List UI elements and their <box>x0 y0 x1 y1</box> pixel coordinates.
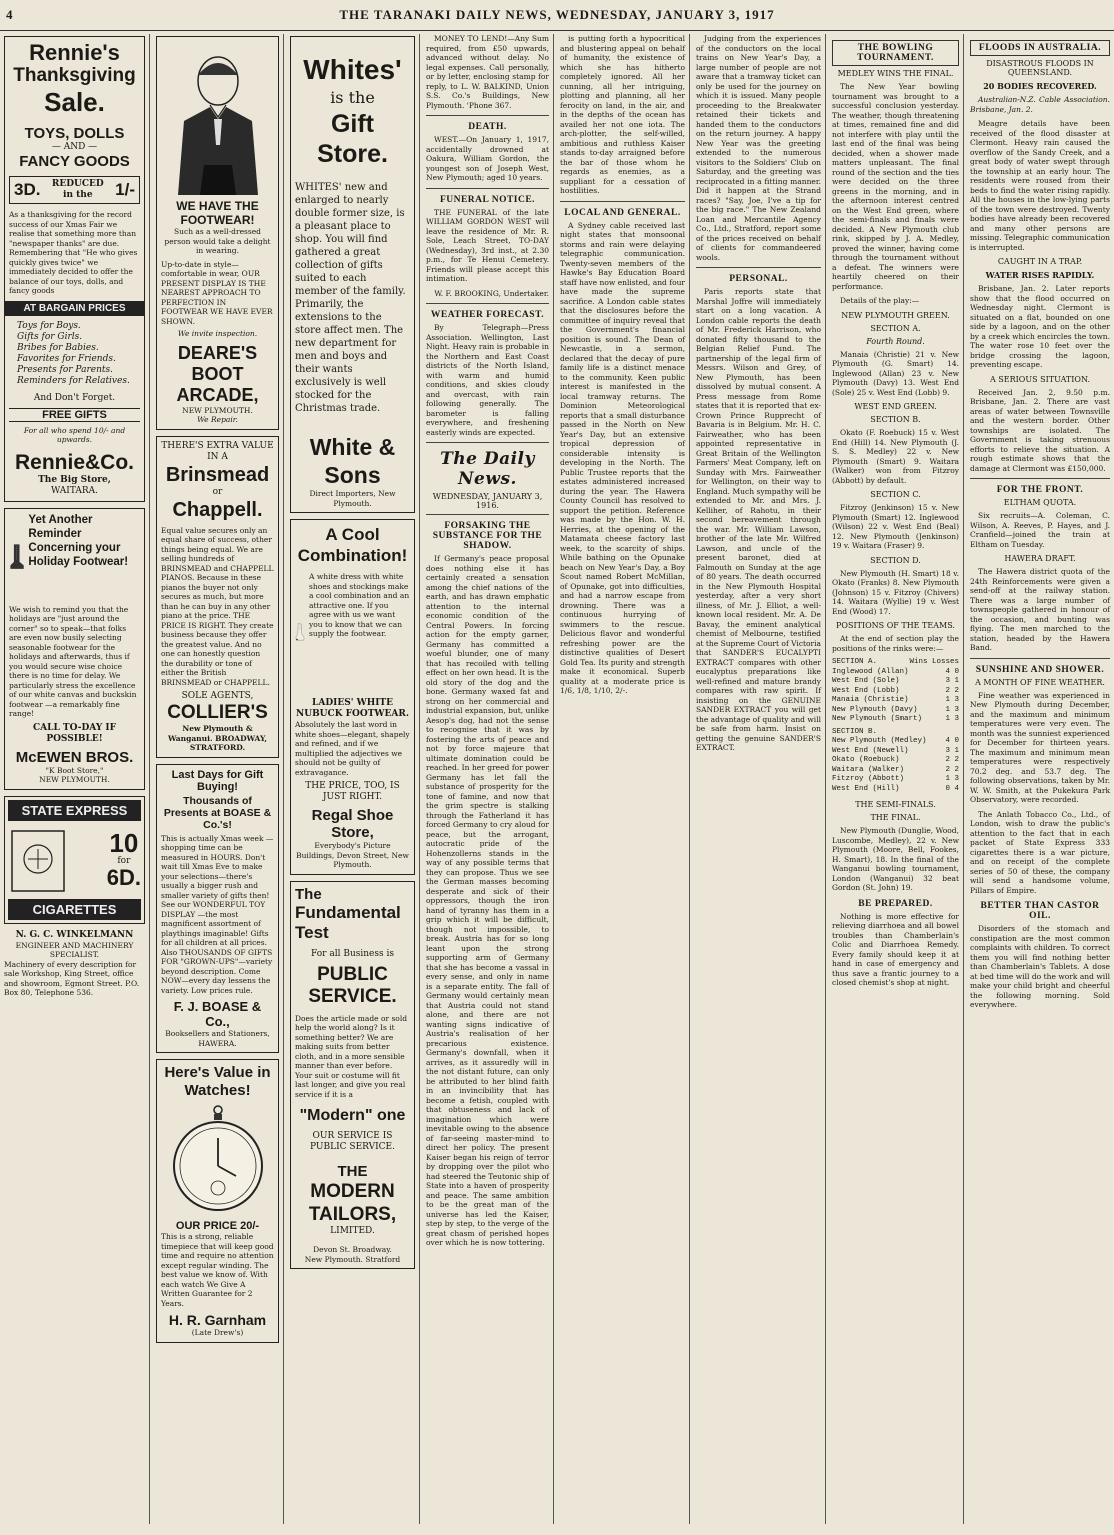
regal-name: Regal Shoe Store, <box>311 807 394 841</box>
rennie-thanksgiving: Thanksgiving <box>13 65 136 86</box>
watch-text: This is a strong, reliable timepiece that will keep good time and require no attention except regular winding. The best value we know of. With each watch We Give A Written Guarantee for 2 Years. <box>161 1232 274 1308</box>
results-a: Manaia (Christie) 21 v. New Plymouth (G. Smart) 14. Inglewood (Allan) 23 v. New Plymouth (Davy) 13. West End (Sole) 25 v. West End (Lobb) 9. <box>832 349 959 397</box>
floods-text: Meagre details have been received of the flood disaster at Clermont. Heavy rain caused the overflow of the Sandy Creek, and a great body of water swept through the township at an early hour. The residents were roused from their beds to find the water rising rapidly. All the houses in the low-lying parts of the town were destroyed. Twenty bodies have already been recovered and many other persons are missing. Telegraphic communication is interrupted. <box>970 119 1110 252</box>
white-sons-name: White & Sons <box>309 434 396 488</box>
watches-heading: Here's Value in Watches! <box>164 1064 271 1099</box>
rennie-sale: Sale. <box>44 87 105 117</box>
call-today: CALL TO-DAY IF POSSIBLE! <box>32 722 117 744</box>
invite-text: We invite inspection. <box>177 329 258 338</box>
reduced-banner: 3D. REDUCED in the 1/- <box>9 176 140 204</box>
cigarettes-label: CIGARETTES <box>8 899 141 920</box>
modern-tailors-ad: The Fundamental Test For all Business is PUBLIC SERVICE. Does the article made or sold help the world along? Is it something better? We are making suits from better cloth, and in a more sensible manner than ever before. Your suit or costume will fit last longer, and give you real service if it is a "Modern" one OUR SERVICE IS PUBLIC SERVICE. THE MODERN TAILORS, LIMITED. Devon St. Broadway. New Plymouth. Stratford <box>290 881 415 1270</box>
six-pence: 6D. <box>106 865 141 890</box>
reminder-heading: Yet Another Reminder Concerning your Holiday Footwear! <box>28 513 129 568</box>
mcewen-text: We wish to remind you that the holidays are "just around the corner" so to speak—that folks are even now busily selecting seasonable footwear for the holidays and afterwards, thus if you would secure wise choice there is no time for delay. We particularly stress the excellence of our white canvas and buckskin footwear —a remarkably fine range! <box>9 604 137 718</box>
dont-forget: And Don't Forget. <box>33 392 116 403</box>
castor-heading: BETTER THAN CASTOR OIL. <box>980 901 1100 921</box>
tailors-towns: New Plymouth. Stratford <box>304 1254 401 1264</box>
price-right: THE PRICE, TOO, IS JUST RIGHT. <box>305 781 400 802</box>
death-notice: WEST.—On January 1, 1917, accidentally drowned at Oakura, William Gordon, the youngest son of Joseph West, New Plymouth; aged 10 years. <box>426 135 549 182</box>
table-row: New Plymouth (Davy) 1 3 <box>832 705 959 714</box>
prepared-heading: BE PREPARED. <box>858 898 933 909</box>
watch-price: OUR PRICE 20/- <box>175 1220 260 1232</box>
piano-text: Equal value secures only an equal share of success, other things being equal. We are selling hundreds of BRINSMEAD and CHAPPELL PIANOS. Because in these pianos the buyer not only secures as much, but more than he can buy in any other piano at the price. THE PRICE IS RIGHT. They create business because they offer the greatest value. And no one can honestly question the durability or tone of either the British BRINSMEAD or CHAPPELL. <box>161 525 274 687</box>
personal-text: Paris reports state that Marshal Joffre will immediately start on a long vacation. A London cable reports the death of Mr. Frederick Harrison, who donated fifty thousand to the Belgian Relief Fund. The partnership of the legal firm of Messrs. Wilson and Grey, of New Plymouth, has been dissolved by mutual consent. A Press message from Rome states that it is reported that ex-Crown Prince Rupprecht of Bavaria is in Belgium. Mr. H. C. Fairweather, who has been appointed representative in Great Britain of the Wellington Farmers' Meat Company, left on Sunday with Mrs. Fairweather for Wellington, on their way to England. Much sympathy will be extended to Mr. and Mrs. J. Kelliher, of Rahotu, in their second bereavement through the war. Mr. William Lawson, brother of the late Mr. Wilfred Lawson, and uncle of the present baronet, died at Falmouth on Sunday at the age of 80 years. The death occurred in the New Plymouth Hospital yesterday, after a very short illness, of Mr. J. Elliot, a well-known local resident. Mr. A. De Bavay, the eminent analytical chemist of Melbourne, testified at the Supreme Court of Victoria that SANDER'S EUCALYPTI EXTRACT compares with other eucalyptus preparations like well-refined and mature brandy compares with raw spirit. If insisting on the GENUINE SANDER EXTRACT you will get the advantage of quality and will be safe from harm. Insist on getting the genuine SANDER'S EXTRACT. <box>696 287 821 752</box>
cool-text: A white dress with white shoes and stockings make a cool combination and an attractive one. If you agree with us we want you to know that we can supply the footwear. <box>309 572 410 638</box>
column-2 <box>152 34 284 1524</box>
our-service: OUR SERVICE IS PUBLIC SERVICE. <box>310 1131 395 1152</box>
public-text: Does the article made or sold help the world along? Is it something better? We are making suits from better cloth, and in a more sensible manner than ever before. Your suit or costume will fit last longer, and give you real service if it is a <box>295 1013 408 1099</box>
front-heading: FOR THE FRONT. <box>996 485 1084 495</box>
rennie-co: Rennie&Co. <box>14 450 134 474</box>
editorial-heading: FORSAKING THE SUBSTANCE FOR THE SHADOW. <box>432 521 543 551</box>
west-end-green: WEST END GREEN. <box>854 402 937 411</box>
editorial-date: WEDNESDAY, JANUARY 3, 1916. <box>432 492 543 510</box>
and-divider: — AND — <box>51 142 98 152</box>
last-days: Last Days for Gift Buying! <box>171 768 264 793</box>
table-row: Manaia (Christie) 1 3 <box>832 696 959 704</box>
garnham-name: H. R. Garnham <box>168 1312 267 1328</box>
regal-ad <box>290 519 415 875</box>
cigarette-box-icon <box>8 825 68 895</box>
tailors-streets: Devon St. Broadway. <box>313 1245 392 1254</box>
boase-heading: Thousands of Presents at BOASE & Co.'s! <box>163 794 272 831</box>
results-c: Fitzroy (Jenkinson) 15 v. New Plymouth (Smart) 12. Inglewood (Wilson) 22 v. West End (Beal) 12. New Plymouth (Jenkinson) 19 v. Waitara (Fraser) 9. <box>832 503 959 550</box>
k-boot-store: "K Boot Store," <box>45 765 104 775</box>
boot-icon <box>9 517 24 597</box>
local-general-text: A Sydney cable received last night states that monsoonal storms and rain were delaying telegraphic communication. Twenty-seven members of the Hawke's Bay Education Board staff have now enlisted, and four have made the supreme sacrifice. A London cable states that the disclosures before the committee of inquiry reveal that the Government's financial position is sound. The Dean of Newcastle, in a sermon, declared that the decay of pure family life is a distinct menace to the community. Keen public interest is manifested in the local tramway returns. The Dominion Meteorological reports that a small disturbance passed in the North on New Year's Day, but an extensive tropical depression of considerable intensity is developing in the North. The Public Trustee reports that the estates administered increased during the year. The Hawera County Council has resolved to support the petition. Reference was made by the Hon. W. H. Herries, at the opening of the Matamata cheese factory last week, to the scarcity of ships. While bathing on the Opunake beach on New Year's Day, a Boy Scout named Robert McMillan, of Opunake, got into difficulties, and had a narrow escape from drowning. There was a continuous hurrying of swimmers to the rescue. Delicious flavor and wonderful refreshing power are the distinctive qualities of Desert Gold Tea. Its purity and strength make it economical. Superb quality at a moderate price is 1/6, 1/8, 1/10, 2/-. <box>560 220 685 695</box>
trap-text: Brisbane, Jan. 2. Later reports show that the flood occurred on Wednesday night. Clermont is situated on a flat, bounded on one side by a lagoon, and on the other by a creek which encircles the town. The water rose 10 feet over the bridge crossing the lagoon, preventing escape. <box>970 284 1110 369</box>
regal-sub: Everybody's Picture Buildings, Devon Street, New Plymouth. <box>296 841 409 869</box>
column-1 <box>0 34 150 1524</box>
positions-table <box>832 658 959 794</box>
local-general-heading: LOCAL AND GENERAL. <box>564 207 681 218</box>
hawera-text: The Hawera district quota of the 24th Reinforcements were given a send-off at the railway station. There was a large number of townspeople gathered in honour of the occasion, and bunting was flying. The men marched to the station, headed by the Hawera Band. <box>970 567 1110 652</box>
rennie-ad <box>4 36 145 502</box>
mcewen-np: NEW PLYMOUTH. <box>39 775 110 784</box>
brinsmead-name: Brinsmead <box>165 463 270 486</box>
winkelmann-ad <box>4 930 145 998</box>
table-row: Waitara (Walker) 2 2 <box>832 765 959 774</box>
undertaker: W. F. BROOKING, Undertaker. <box>434 288 549 298</box>
mcewen-ad <box>4 508 145 790</box>
footwear-text: Up-to-date in style—comfortable in wear, OUR PRESENT DISPLAY IS THE NEAREST APPROACH TO PERFECTION IN FOOTWEAR WE HAVE EVER SHOWN. <box>161 259 273 326</box>
table-row: West End (Newell) 3 1 <box>832 746 959 755</box>
deare-name: DEARE'S BOOT ARCADE, <box>176 342 259 405</box>
state-express-title: STATE EXPRESS <box>8 800 141 821</box>
table-row: West End (Lobb) 2 2 <box>832 686 959 695</box>
column-4 <box>422 34 554 1524</box>
ladies-heading: LADIES' WHITE NUBUCK FOOTWEAR. <box>296 698 409 719</box>
local-continued: Judging from the experiences of the conductors on the local trains on New Year's Day, a large number of people are not aware that a tramway ticket can only be used for the journey on which it is issued. Many people proceeding to the Breakwater retained their tickets and handed them to the conductors on the return journey. A happy New Year was the greeting extended to the numerous visitors to the Soldiers' Club on Saturday, and the greeting was reciprocated in a fitting manner. Did it happen at the Strand races? "Say, Joe, I've a tip for the big race." The New Zealand Loan and Mercantile Agency Co., Ltd., Stratford, report some of the prices received on behalf of clients for commandeered wools. <box>696 34 821 262</box>
cool-heading: A Cool Combination! <box>297 525 408 565</box>
chappell-name: Chappell. <box>172 498 263 521</box>
weather-text: By Telegraph—Press Association. Wellington, Last Night. Heavy rain is probable in the Northern and East Coast districts of the North Island, with warm and humid conditions, and skies cloudy and overcast, with rain following generally. The barometer is falling everywhere, and freshening easterly winds are expected. <box>426 323 549 437</box>
whites-ad: Whites' is the Gift Store. WHITES' new and enlarged to nearly double former size, is a pleasant place to shop. You will find gathered a great collection of gifts suited to each member of the family. Primarily, the extensions to the store affect men. The new department for men and boys and their wants exclusively is well stocked for the Christmas trade. White & Sons Direct Importers, New Plymouth. <box>290 36 415 513</box>
white-shoe-icon <box>295 572 305 692</box>
piano-ad: THERE'S EXTRA VALUE IN A Brinsmead or Chappell. Equal value secures only an equal share of success, other things being equal. We are selling hundreds of BRINSMEAD and CHAPPELL PIANOS. Because in these pianos the buyer not only secures as much, but more than he can buy in any other piano at the price. THE PRICE IS RIGHT. They create business because they offer the greatest value. And no one can honestly question the durability or tone of either the British BRINSMEAD or CHAPPELL. SOLE AGENTS, COLLIER'S New Plymouth & Wanganui. BROADWAY, STRATFORD. <box>156 436 279 758</box>
results-b: Okato (F. Roebuck) 15 v. West End (Hill) 14. New Plymouth (J. S. S. Medley) 22 v. New Plymouth (Smart) 9. Waitara (Walker) won from Fitzroy (Abbott) by default. <box>832 428 959 485</box>
funeral-notice: THE FUNERAL of the late WILLIAM GORDON WEST will leave the residence of Mr. R. Sole, Leach Street, TO-DAY (Wednesday), 3rd inst., at 2.30 p.m., for Te Henui Cemetery. Friends will please accept this intimation. <box>426 207 549 283</box>
importers-text: Direct Importers, New Plymouth. <box>309 489 396 508</box>
gift-store-heading: Gift Store. <box>317 110 388 168</box>
colliers-name: COLLIER'S <box>167 702 268 723</box>
final-text: New Plymouth (Dunglie, Wood, Luscombe, Medley), 22 v. New Plymouth (Moore, Bell, Fookes, H. Smart), 18. In the final of the Wanganui bowling tournament, London (Wanganui) 32 beat Gordon (St. John) 19. <box>832 826 959 892</box>
big-store: The Big Store, <box>38 474 111 485</box>
table-row: West End (Hill) 0 4 <box>832 784 959 793</box>
extra-value: THERE'S EXTRA VALUE IN A <box>161 440 274 462</box>
bowling-sub: MEDLEY WINS THE FINAL. <box>837 69 954 78</box>
boase-ad <box>156 764 279 1054</box>
free-text: For all who spend 10/- and upwards. <box>23 425 126 444</box>
garnham-ad <box>156 1059 279 1343</box>
deare-location: NEW PLYMOUTH. <box>182 405 253 415</box>
tobacco-text: The Anlath Tobacco Co., Ltd., of London, wish to draw the public's attention to the fact that in each packet of State Express 333 cigarettes there is a war picture, and on receipt of the complete series of 50 of these, the company will send a handsome volume, Pillars of Empire. <box>970 809 1110 895</box>
floods-sub: DISASTROUS FLOODS IN QUEENSLAND. <box>986 59 1094 77</box>
bodies-recovered: 20 BODIES RECOVERED. <box>983 81 1097 91</box>
sole-agents: SOLE AGENTS, <box>181 691 254 701</box>
fancy-goods: FANCY GOODS <box>19 153 130 170</box>
boase-sub: Booksellers and Stationers, HAWERA. <box>165 1029 270 1048</box>
np-green: NEW PLYMOUTH GREEN. <box>841 310 950 320</box>
funeral-heading: FUNERAL NOTICE. <box>439 194 536 205</box>
deare-ad <box>156 36 279 430</box>
page-number: 4 <box>6 7 14 22</box>
table-header: SECTION A. Wins Losses <box>832 658 959 666</box>
sunshine-text: Fine weather was experienced in New Plymouth during December, and the maximum and minimum temperatures were very even. The month was the sunniest experienced for December for thirteen years. The maximum and minimum mean temperatures were respectively 70.2 deg. and 53.7 deg. The following observations, taken by Mr. W. W. Smith, at the Pukekura Park Observatory, were recorded. <box>970 690 1110 804</box>
trap-heading: CAUGHT IN A TRAP. <box>997 257 1083 266</box>
modern-one: "Modern" one <box>299 1107 406 1124</box>
free-gifts: FREE GIFTS <box>9 408 140 422</box>
rennie-title: Rennie's <box>29 40 120 65</box>
column-8: FLOODS IN AUSTRALIA. DISASTROUS FLOODS IN QUEENSLAND. 20 BODIES RECOVERED. Australian-N.Z. Cable Association. Brisbane, Jan. 2. Meagre details have been received of the flood disaster at Clermont. Heavy rain caused the overflow of the Sandy Creek, and a great body of water swept through the township at an early hour. The residents were roused from their beds to find the water rising rapidly. All the houses in the low-lying parts of the town were destroyed. Twenty bodies have already been recovered and many other persons are missing. Telegraphic communication is interrupted. CAUGHT IN A TRAP. WATER RISES RAPIDLY. Brisbane, Jan. 2. Later reports show that the flood occurred on Wednesday night. Clermont is situated on a flat, bounded on one side by a lagoon, and on the other by a creek which encircles the town. The water rose 10 feet over the bridge crossing the lagoon, preventing escape. A SERIOUS SITUATION. Received Jan. 2, 9.50 p.m. Brisbane, Jan. 2. There are vast areas of water between Townsville and the western border. Other townships are isolated. The Government is taking strenuous efforts to relieve the situation. A rough estimate shows that the damage at Clermont was £150,000. FOR THE FRONT. ELTHAM QUOTA. Six recruits—A. Coleman, C. Wilson, A. Reeves, P. Hayes, and J. Cranfield—joined the train at Eltham on Tuesday. HAWERA DRAFT. The Hawera district quota of the 24th Reinforcements were given a send-off at the railway station. There was a large number of townspeople gathered in honour of the occasion, and bunting was flying. The men marched to the station, headed by the Hawera Band. SUNSHINE AND SHOWER. A MONTH OF FINE WEATHER. Fine weather was experienced in New Plymouth during December, and the maximum and minimum temperatures were very even. The month was the sunniest experienced for December for thirteen years. The maximum and minimum mean temperatures were respectively 70.2 deg. and 53.7 deg. The following observations, taken by Mr. W. W. Smith, at the Pukekura Park Observatory, were recorded. The Anlath Tobacco Co., Ltd., of London, wish to draw the public's attention to the fact that in each packet of State Express 333 cigarettes there is a war picture, and on receipt of the complete series of 50 of these, the company will send a handsome volume, Pillars of Empire. BETTER THAN CASTOR OIL. Disorders of the stomach and constipation are the most common complaints with children. To correct them you will find nothing better than Chamberlain's Tablets. A dose at bed time will do the work and will make your child bright and cheerful the following morning. Sold everywhere. <box>966 34 1114 1524</box>
money-to-lend: MONEY TO LEND!—Any Sum required, from £50 upwards, advanced without delay. No legal expenses. Call personally, or by letter, enclosing stamp for reply, to L. W. BALKIND, Union S.S. Co.'s Buildings, New Plymouth. 'Phone 367. <box>426 34 549 110</box>
garnham-sub: (Late Drew's) <box>191 1328 244 1337</box>
sunshine-heading: SUNSHINE AND SHOWER. <box>975 664 1105 675</box>
pocket-watch-icon <box>168 1104 268 1216</box>
column-6 <box>692 34 826 1524</box>
toys-dolls: TOYS, DOLLS <box>24 125 125 142</box>
daily-news-masthead: The Daily News. <box>440 449 535 489</box>
final-heading: THE FINAL. <box>870 813 921 822</box>
modern-tailors-name: MODERN TAILORS, <box>308 1181 397 1225</box>
results-d: New Plymouth (H. Smart) 18 v. Okato (Franks) 8. New Plymouth (Johnson) 15 v. Fitzroy (Chivers) 14. Waitara (Wyllie) 19 v. West End (Wood) 17. <box>832 568 959 616</box>
serious-text: Received Jan. 2, 9.50 p.m. Brisbane, Jan. 2. There are vast areas of water between Townsville and the western border. Other townships are isolated. The Government is taking strenuous efforts to relieve the situation. A rough estimate shows that the damage at Clermont was £150,000. <box>970 387 1110 473</box>
repair-text: We Repair. <box>197 415 238 424</box>
whites-text: WHITES' new and enlarged to nearly double former size, is a pleasant place to shop. You will find gathered a great collection of gifts suited to each member of the family. Primarily, the extensions to the store affect men. The new department for men and boys and their wants exclusively is well stocked for the Christmas trade. <box>295 182 406 414</box>
fundamental-heading: Fundamental Test <box>295 902 401 942</box>
ladies-text: Absolutely the last word in white shoes—elegant, shapely and refined, and if we multiplied the adjectives we should not be guilty of extravagance. <box>295 720 410 777</box>
footwear-sub: Such as a well-dressed person would take a delight in wearing. <box>164 227 271 255</box>
table-row: Inglewood (Allan) 4 0 <box>832 667 959 676</box>
weather-heading: WEATHER FORECAST. <box>430 310 545 320</box>
table-row: New Plymouth (Smart) 1 3 <box>832 715 959 723</box>
footwear-heading: WE HAVE THE FOOTWEAR! <box>176 199 259 227</box>
winkelmann-name: N. G. C. WINKELMANN <box>15 929 134 940</box>
editorial-continued: is putting forth a hypocritical and blustering appeal on behalf of humanity, the existence of which she has hitherto completely ignored. All her cunning, all her intriguing, plotting and planning, all her ferocity on land, in the air, and in the depths of the ocean has availed her not one iota. The arch-plotter, the self-willed, ambitious and ruthless Kaiser stands to-day arraigned before the bar of those whom he regards as enemies, as a suppliant for a cessation of hostilities. <box>560 34 685 195</box>
bowling-intro: The New Year bowling tournament was brought to a successful conclusion yesterday. The weather, though threatening at times, remained fine and did not interfere with play until the last end of the final was being decided, when a shower made matters unpleasant. The final round of the section and the ties were decided on the three greens in the morning, and in the afternoon interest centred on the West End green, where the semi-finals and finals were decided. A New Plymouth club rink, skipped by J. A. Medley, proved the winner, having come through the tournament without a defeat. The winners were heartily cheered on their performance. <box>832 82 959 291</box>
serious-heading: A SERIOUS SITUATION. <box>989 374 1091 384</box>
ten-price: 10 <box>109 828 139 858</box>
floods-heading: FLOODS IN AUSTRALIA. <box>970 40 1110 56</box>
bargain-banner: AT BARGAIN PRICES <box>5 301 144 316</box>
personal-heading: PERSONAL. <box>729 274 788 284</box>
column-7: THE BOWLING TOURNAMENT. MEDLEY WINS THE FINAL. The New Year bowling tournament was brought to a successful conclusion yesterday. The weather, though threatening at times, remained fine and did not interfere with play until the last end of the final was being decided, when a shower made matters unpleasant. The final round of the section and the ties were decided on the three greens in the morning, and in the afternoon interest centred on the West End green, where the semi-finals and finals were decided. A New Plymouth club rink, skipped by J. A. Medley, proved the winner, having come through the tournament without a defeat. The winners were heartily cheered on their performance. Details of the play:— NEW PLYMOUTH GREEN. SECTION A. Fourth Round. Manaia (Christie) 21 v. New Plymouth (G. Smart) 14. Inglewood (Allan) 23 v. New Plymouth (Davy) 13. West End (Sole) 25 v. West End (Lobb) 9. WEST END GREEN. SECTION B. Okato (F. Roebuck) 15 v. West End (Hill) 14. New Plymouth (J. S. S. Medley) 22 v. New Plymouth (Smart) 9. Waitara (Walker) won from Fitzroy (Abbott) by default. SECTION C. Fitzroy (Jenkinson) 15 v. New Plymouth (Smart) 12. Inglewood (Wilson) 22 v. West End (Beal) 12. New Plymouth (Jenkinson) 19 v. Waitara (Fraser) 9. SECTION D. New Plymouth (H. Smart) 18 v. Okato (Franks) 8. New Plymouth (Johnson) 15 v. Fitzroy (Chivers) 14. Waitara (Wyllie) 19 v. West End (Wood) 17. POSITIONS OF THE TEAMS. At the end of section play the positions of the rinks were:— SECTION A. Wins Losses Inglewood (Allan) 4 0 West End (Sole) 3 1 West End (Lobb) 2 2 Manaia (Christie) 1 3 New Plymouth (Davy) 1 3 New Plymouth (Smart) 1 3 SECTION B. New Plymouth (Medley) 4 0 West End (Newell) 3 1 Okato (Roebuck) 2 2 Waitara (Walker) 2 2 Fitzroy (Abbott) 1 3 West End (Hill) 0 4 THE SEMI-FINALS. THE FINAL. New Plymouth (Dunglie, Wood, Luscombe, Medley), 22 v. New Plymouth (Moore, Bell, Fookes, H. Smart), 18. In the final of the Wanganui bowling tournament, London (Wanganui) 32 beat Gordon (St. John) 19. BE PREPARED. Nothing is more effective for relieving diarrhoea and all bowel troubles than Chamberlain's Colic and Diarrhoea Remedy. Every family should keep it at hand in case of emergency and thus save a frantic journey to a closed chemist's shop at night. <box>828 34 964 1524</box>
state-express-ad: STATE EXPRESS 10 for 6D. CIGARETTES <box>4 796 145 924</box>
waitara: WAITARA. <box>50 485 98 496</box>
semis-heading: THE SEMI-FINALS. <box>855 800 936 809</box>
eltham-text: Six recruits—A. Coleman, C. Wilson, A. Reeves, P. Hayes, and J. Cranfield—joined the train at Eltham on Tuesday. <box>970 511 1110 549</box>
bowling-heading: THE BOWLING TOURNAMENT. <box>832 40 959 66</box>
table-row: Fitzroy (Abbott) 1 3 <box>832 775 959 783</box>
column-5 <box>556 34 690 1524</box>
winkelmann-title: ENGINEER AND MACHINERY SPECIALIST. <box>15 940 134 959</box>
winkelmann-text: Machinery of every description for sale Workshop, King Street, office and showroom, Egmont Street. P.O. Box 80, Telephone 536. <box>4 959 140 997</box>
boase-text: This is actually Xmas week —shopping time can be measured in HOURS. Don't wait till Xmas Eve to make your selections—there's usually a bigger rush and smaller variety of gifts then! See our WONDERFUL TOY DISPLAY —the most magnificent assortment of playthings imaginable! Gifts for all children at all prices. Also THOUSANDS OF GIFTS FOR "GROWN-UPS"—variety beyond description. Come NOW—every day lessens the variety. Low prices rule. <box>161 833 274 995</box>
column-3 <box>286 34 420 1524</box>
mcewen-name: McEWEN BROS. <box>15 748 134 766</box>
masthead <box>0 0 1114 31</box>
table-row: New Plymouth (Medley) 4 0 <box>832 737 959 745</box>
public-service: PUBLIC SERVICE. <box>308 963 397 1007</box>
death-heading: DEATH. <box>468 122 507 132</box>
colliers-address: New Plymouth & Wanganui. BROADWAY, STRATFORD. <box>168 724 267 752</box>
gentleman-portrait-icon <box>170 45 266 195</box>
thanks-text: As a thanksgiving for the record success of our Xmas Fair we realise that something more than "newspaper thanks" are due. Remembering that "He who gives quickly gives twice" we immediately decided to offer the balance of our toys, dolls, and fancy goods <box>9 210 138 295</box>
table-row: West End (Sole) 3 1 <box>832 677 959 685</box>
table-row: Okato (Roebuck) 2 2 <box>832 756 959 764</box>
boase-name: F. J. BOASE & Co., <box>173 999 262 1029</box>
editorial-text: If Germany's peace proposal does nothing else it has certainly created a sensation among the chief nations of the earth, and has drawn emphatic attention to the internal economic condition of the Central Powers. In forcing action for the empty garner, Germany has committed a woeful blunder, one of many that has recoiled with telling effect on her own head. It is the old story of the dog and the bone. Germany waxed fat and strong on her commercial and industrial expansion, but, unlike Aesop's dog, had not the sense to recognise that it was by fostering the arts of peace and not by force majeure that ultimate domination could be reached. In her greed for power Germany has let fall the substance of prosperity for the tone of famine, and now that the grim spectre is stalking through the Fatherland it has forced Germany to cry aloud for peace, but the arrogant, autocratic pride of the Hohenzollerns stands in the way of any possible terms that they can propose. Thus we see the German masses becoming desperate and sick of their oppressors, though the iron hand of tyranny has them in a grip which it will be difficult, though not impossible, to break. Austria has for so long leant upon the strong supporting arm of Germany that she has become a vassal in every sense, and only in name is a separate entity. The fall of Germany would certainly mean that Austria could not stand alone, and there are not wanting signs indicative of Austria's realisation of her precarious existence. Germany's downfall, when it arrives, as it assuredly will in the not distant future, can only be attributed to her blind faith in an invincibility that has become a fetish, coupled with that obtuseness and lack of imagination which were inevitable owing to the absence of far-seeing master-mind to direct her policy. The present Kaiser began his reign of terror by dropping over the pilot who had steered the Teutonic ship of State into a haven of prosperity and peace. The same ambition to be the great man of the universe has led the Kaiser, step by step, to the verge of the great chasm of perished hopes over which he is now tottering. <box>426 554 549 1247</box>
newspaper-title: THE TARANAKI DAILY NEWS, WEDNESDAY, JANUARY 3, 1917 <box>339 7 775 22</box>
castor-text: Disorders of the stomach and constipation are the most common complaints with children. To correct them you will find nothing better than Chamberlain's Tablets. A dose at bed time will do the work and will make your child bright and cheerful the following morning. Sold everywhere. <box>970 924 1110 1009</box>
whites-title: Whites' <box>303 54 402 85</box>
prepared-text: Nothing is more effective for relieving diarrhoea and all bowel troubles than Chamberlain's Colic and Diarrhoea Remedy. Every family should keep it at hand in case of emergency and thus save a frantic journey to a closed chemist's shop at night. <box>832 911 959 987</box>
table-header: SECTION B. <box>832 727 878 736</box>
gift-list: Toys for Boys. Gifts for Girls. Bribes for Babies. Favorites for Friends. Presents for Parents. Reminders for Relatives. <box>17 320 130 386</box>
positions-heading: POSITIONS OF THE TEAMS. <box>836 621 955 630</box>
